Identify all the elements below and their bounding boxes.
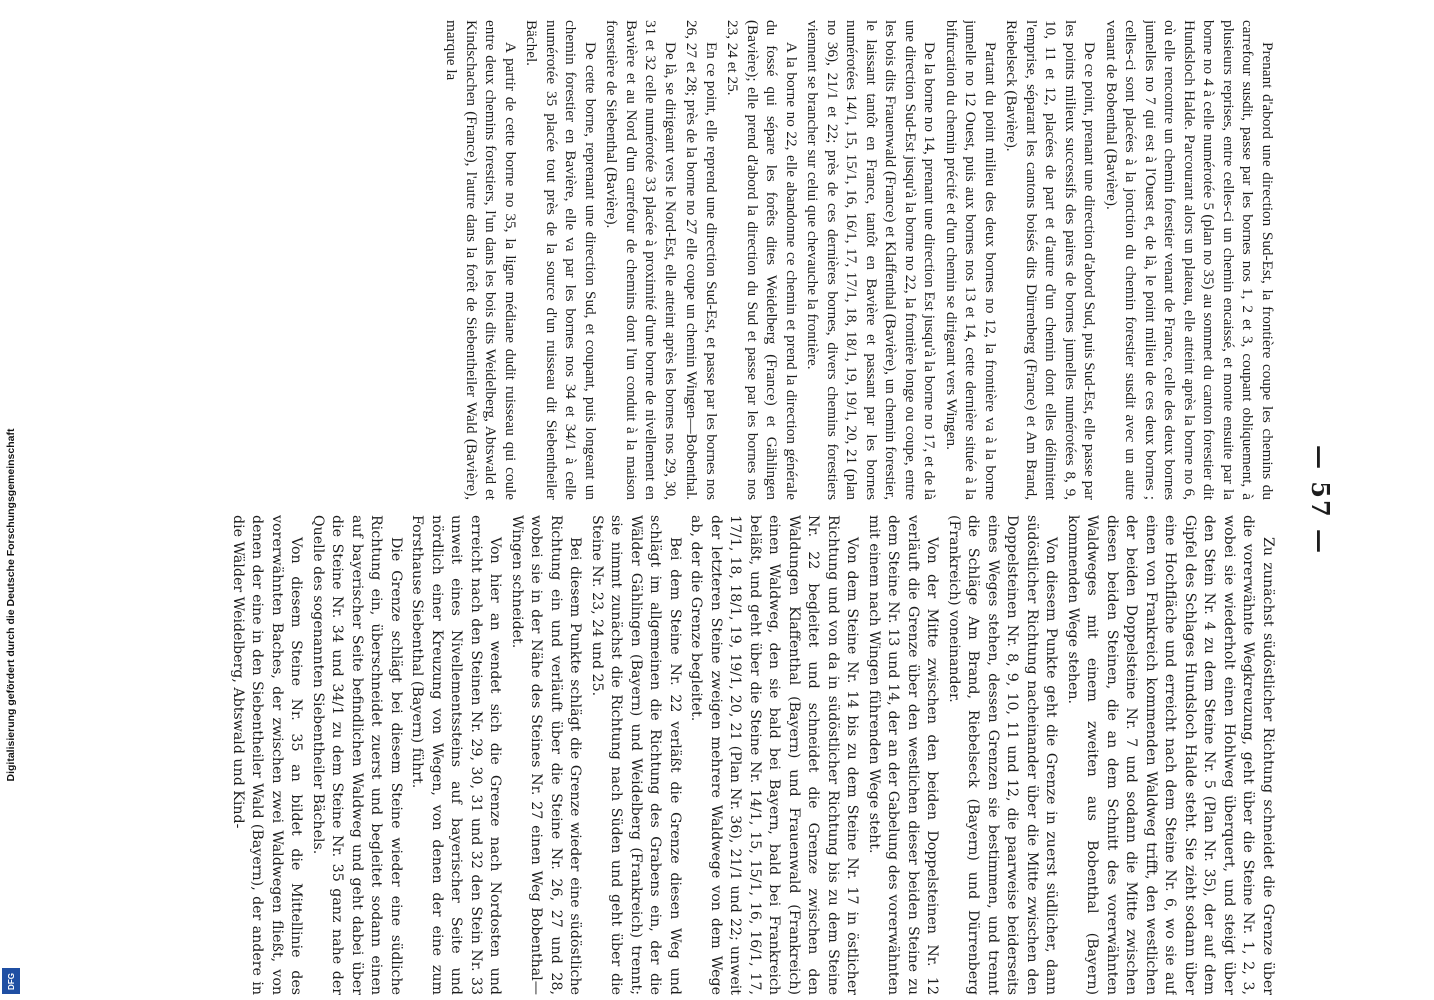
french-paragraph: De cette borne, reprenant une direction Sud, et coupant, puis longeant un chemin forestier en Bavière, elle va par les bornes nos 34 et 34/1 à celle numérotée 35 placée tout près de la source d'un ruisseau dit Siebentheiler Bächel. bbox=[523, 20, 599, 500]
german-paragraph: Die Grenze schlägt bei diesem Steine wieder eine südliche Richtung ein, überschneidet zuerst und begleitet sodann einen auf bayerischer Seite befindlichen Waldweg und geht dabei über die Steine Nr. 34 und 34/1 zu dem Steine Nr. 35 ganz nahe der Quelle des sogenannten Siebentheiler Bächels. bbox=[310, 515, 404, 995]
digitization-sidebar bbox=[0, 0, 22, 1000]
french-column bbox=[127, 20, 1277, 500]
german-paragraph: Zu zunächst südöstlicher Richtung schneidet die Grenze über die vorerwähnte Wegkreuzung, geht über die Steine Nr. 1, 2, 3, wobei sie wiederholt einen Hohlweg überquert, und steigt über den Stein Nr. 4 zu dem Steine Nr. 5 (Plan Nr. 35), der auf dem Gipfel des Schlages Hundsloch Halde steht. Sie zieht sodann über eine Hochfläche und erreicht nach dem Steine Nr. 6, wo sie auf einen von Frankreich kommenden Waldweg trifft, den westlichen der beiden Doppelsteine Nr. 7 und sodann die Mitte zwischen diesen beiden Steinen, die an dem Schnitt des vorerwähnten Waldweges mit einem zweiten aus Bobenthal (Bayern) kommenden Wege stehen. bbox=[1065, 515, 1276, 995]
french-paragraph: De là, se dirigeant vers le Nord-Est, elle atteint après les bornes nos 29, 30, 31 et 32 celle numérotée 33 placée à proximité d'une borne de nivellement en Bavière et au Nord d'un carrefour de chemins dont l'un conduit à la maison forestière de Siebenthal (Bavière). bbox=[603, 20, 679, 500]
funding-note: Digitalisierung gefördert durch die Deutsche Forschungsgemeinschaft bbox=[5, 428, 17, 782]
french-paragraph: A la borne no 22, elle abandonne ce chemin et prend la direction générale du fossé qui sépare les forêts dites Weidelberg (France) et Gählingen (Bavière); elle prend d'abord la direction du Sud et passe par les bornes nos 23, 24 et 25. bbox=[724, 20, 800, 500]
french-paragraph: De ce point, prenant une direction d'abord Sud, puis Sud-Est, elle passe par les points milieux successifs des paires de bornes jumelles numérotées 8, 9, 10, 11 et 12, placées de part et d'autre d'un chemin dont elles délimitent l'emprise, séparant les cantons boisés dits Dürrenberg (France) et Am Brand, Riebelseck (Bavière). bbox=[1003, 20, 1099, 500]
french-paragraph: A partir de cette borne no 35, la ligne médiane dudit ruisseau qui coule entre deux chemins forestiers, l'un dans les bois dits Weidelberg, Abtswald et Kindschachen (France), l'autre dans la forêt de Siebentheiler Wald (Bavière), marque la bbox=[443, 20, 519, 500]
german-paragraph: Von dem Steine Nr. 14 bis zu dem Steine Nr. 17 in östlicher Richtung und von da in südöstlicher Richtung bis zu dem Steine Nr. 22 begleitet und schneidet die Grenze zwischen den Waldungen Klaffenthal (Bayern) und Frauenwald (Frankreich) einen Waldweg, den sie bald bei Bayern, bald bei Frankreich beläßt, und geht über die Steine Nr. 14/1, 15, 15/1, 16, 16/1, 17, 17/1, 18, 18/1, 19, 19/1, 20, 21 (Plan Nr. 36), 21/1 und 22; unweit der letzteren Steine zweigen mehrere Waldwege von dem Wege ab, der die Grenze begleitet. bbox=[688, 515, 861, 995]
german-paragraph: Von der Mitte zwischen den beiden Doppelsteinen Nr. 12 verläuft die Grenze über den westlichen dieser beiden Steine zu dem Steine Nr. 13 und 14, der an der Gabelung des vorerwähnten mit einem nach Wingen führenden Wege steht. bbox=[866, 515, 941, 995]
french-paragraph: Prenant d'abord une direction Sud-Est, la frontière coupe les chemins du carrefour susdit, passe par les bornes nos 1, 2 et 3, coupant obliquement, à plusieurs reprises, entre celles-ci un chemin encaissé, et monte ensuite par la borne no 4 à celle numérotée 5 (plan no 35) au sommet du canton forestier dit Hundsloch Halde. Parcourant alors un plateau, elle atteint après la borne no 6, où elle rencontre un chemin forestier venant de France, celle des deux bornes jumelles no 7 qui est à l'Ouest et, de là, le point milieu de ces deux bornes ; celles-ci sont placées à la jonction du chemin forestier susdit avec un autre venant de Bobenthal (Bavière). bbox=[1103, 20, 1276, 500]
german-paragraph: Von hier an wendet sich die Grenze nach Nordosten und erreicht nach den Steinen Nr. 29, 30, 31 und 32 den Stein Nr. 33 unweit eines Nivellementssteins auf bayerischer Seite und nördlich einer Kreuzung von Wegen, von denen der eine zum Forsthause Siebenthal (Bayern) führt. bbox=[409, 515, 504, 995]
german-paragraph: Von diesem Punkte geht die Grenze in zuerst südlicher, dann südöstlicher Richtung nacheinander über die Mitte zwischen den Doppelsteinen Nr. 8, 9, 10, 11 und 12, die paarweise beiderseits eines Weges stehen, dessen Grenzen sie bestimmen, und trennt die Schläge Am Brand, Riebelseck (Bayern) und Dürrenberg (Frankreich) voneinander. bbox=[946, 515, 1060, 995]
document-page bbox=[87, 0, 1347, 1000]
french-paragraph: De la borne no 14, prenant une direction Est jusqu'à la borne no 17, et de là une direction Sud-Est jusqu'à la borne no 22, la frontière longe ou coupe, entre les bois dits Frauenwald (France) et Klaffenthal (Bavière), un chemin forestier, le laissant tantôt en France, tantôt en Bavière et passant par les bornes numérotées 14/1, 15, 15/1, 16, 16/1, 17, 17/1, 18, 18/1, 19, 19/1, 20, 21 (plan no 36), 21/1 et 22; près de ces dernières bornes, divers chemins forestiers viennent se brancher sur celui que chevauche la frontière. bbox=[804, 20, 939, 500]
german-paragraph: Bei diesem Punkte schlägt die Grenze wieder eine südöstliche Richtung ein und verläuft über die Steine Nr. 26, 27 und 28, wobei sie in der Nähe des Steines Nr. 27 einen Weg Bobenthal—Wingen schneidet. bbox=[509, 515, 584, 995]
page-number: — 57 — bbox=[1306, 444, 1335, 556]
french-paragraph: En ce point, elle reprend une direction Sud-Est, et passe par les bornes nos 26, 27 et 28; près de la borne no 27 elle coupe un chemin Wingen—Bobenthal. bbox=[683, 20, 720, 500]
dfg-logo-text: DFG bbox=[6, 972, 16, 990]
german-paragraph: Bei dem Steine Nr. 22 verläßt die Grenze diesen Weg und schlägt im allgemeinen die Richtung des Grabens ein, der die Wälder Gählingen (Bayern) und Weidelberg (Frankreich) trennt; sie nimmt zunächst die Richtung nach Süden und geht über die Steine Nr. 23, 24 und 25. bbox=[589, 515, 683, 995]
german-column bbox=[127, 515, 1277, 995]
german-paragraph: Von diesem Steine Nr. 35 an bildet die Mittellinie des vorerwähnten Baches, der zwischen zwei Waldwegen fließt, von denen der eine in den Siebentheiler Wald (Bayern), der andere in die Wälder Weidelberg, Abtswald und Kind- bbox=[230, 515, 305, 995]
dfg-logo bbox=[2, 968, 20, 994]
rotated-scan bbox=[87, 0, 1347, 1000]
french-paragraph: Partant du point milieu des deux bornes no 12, la frontière va à la borne jumelle no 12 Ouest, puis aux bornes nos 13 et 14, cette dernière située à la bifurcation du chemin précité et d'un chemin se dirigeant vers Wingen. bbox=[943, 20, 999, 500]
